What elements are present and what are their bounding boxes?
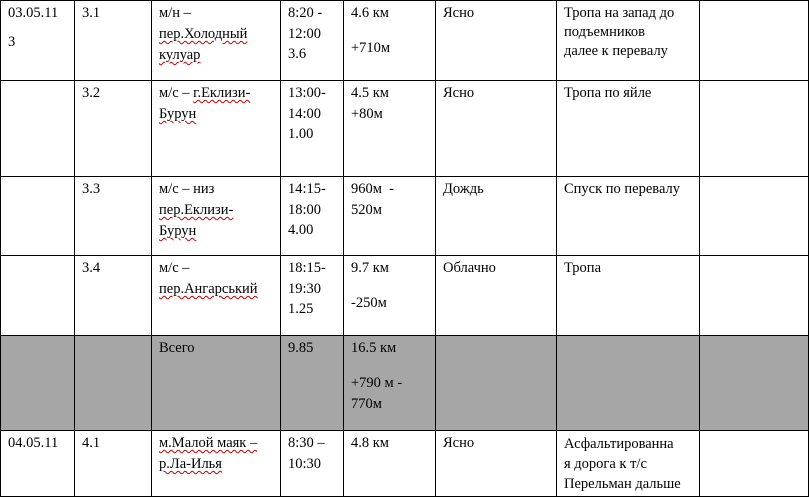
description-cell bbox=[557, 336, 700, 431]
time-line: 8:30 – bbox=[288, 435, 325, 451]
weather-text: Ясно bbox=[443, 85, 475, 101]
distance-line: 16.5 км bbox=[351, 340, 397, 356]
date-cell bbox=[1, 336, 75, 431]
section-text: 3.4 bbox=[82, 260, 101, 276]
section-cell bbox=[75, 1, 152, 81]
time-line: 14:00 bbox=[288, 105, 322, 122]
weather-cell bbox=[436, 336, 557, 431]
distance-line: 4.8 км bbox=[351, 435, 389, 451]
time-line: 1.25 bbox=[288, 301, 314, 317]
time-cell bbox=[281, 1, 344, 81]
weather-cell bbox=[436, 81, 557, 177]
weather-cell bbox=[436, 1, 557, 81]
distance-cell bbox=[344, 1, 436, 81]
description-line: Перельман дальше bbox=[564, 476, 681, 492]
time-line: 18:00 bbox=[288, 201, 322, 218]
route-line: пер.Ангарський bbox=[159, 281, 258, 297]
total-row bbox=[1, 336, 809, 431]
weather-text: Облачно bbox=[443, 260, 496, 276]
description-cell bbox=[557, 431, 700, 497]
route-cell bbox=[152, 177, 281, 256]
date-cell bbox=[1, 1, 75, 81]
distance-line: -250м bbox=[351, 295, 387, 311]
route-line: Бурун bbox=[159, 223, 197, 239]
notes-cell bbox=[700, 1, 809, 81]
route-cell bbox=[152, 431, 281, 497]
description-cell bbox=[557, 177, 700, 256]
date-cell bbox=[1, 81, 75, 177]
table-row bbox=[1, 256, 809, 336]
description-cell bbox=[557, 81, 700, 177]
date-cell bbox=[1, 256, 75, 336]
description-line: Спуск по перевалу bbox=[564, 181, 681, 197]
section-text: 3.1 bbox=[82, 5, 101, 21]
time-line: 10:30 bbox=[288, 455, 322, 472]
distance-line: 4.6 км bbox=[351, 5, 389, 21]
table-row bbox=[1, 1, 809, 81]
description-line: далее к перевалу bbox=[564, 43, 668, 59]
distance-line: 4.5 км bbox=[351, 85, 389, 101]
notes-cell bbox=[700, 81, 809, 177]
distance-line: 770м bbox=[351, 396, 382, 412]
route-line: р.Ла-Илья bbox=[159, 456, 222, 472]
description-line: Тропа на запад до bbox=[564, 5, 675, 21]
route-line: кулуар bbox=[159, 47, 201, 63]
time-line: 13:00- bbox=[288, 85, 326, 101]
weather-text: Ясно bbox=[443, 435, 475, 451]
time-line: 8:20 - bbox=[288, 5, 323, 21]
time-line: 12:00 bbox=[288, 25, 322, 42]
section-cell bbox=[75, 431, 152, 497]
description-line: Тропа по яйле bbox=[564, 85, 652, 101]
route-line: Бурун bbox=[159, 106, 197, 122]
table-row bbox=[1, 81, 809, 177]
table-row bbox=[1, 177, 809, 256]
section-cell bbox=[75, 177, 152, 256]
route-line: м/с – bbox=[159, 260, 190, 276]
section-cell bbox=[75, 336, 152, 431]
distance-cell bbox=[344, 177, 436, 256]
description-cell bbox=[557, 256, 700, 336]
distance-line: +80м bbox=[351, 106, 383, 122]
total-label: Всего bbox=[159, 340, 195, 356]
distance-line: +790 м - bbox=[351, 375, 403, 391]
description-line: подъемников bbox=[564, 24, 646, 40]
time-cell bbox=[281, 431, 344, 497]
route-line: пер.Еклизи- bbox=[159, 202, 234, 218]
section-text: 3.2 bbox=[82, 85, 101, 101]
route-cell bbox=[152, 336, 281, 431]
route-line: м/н – bbox=[159, 5, 191, 21]
description-line: я дорога к т/с bbox=[564, 456, 647, 472]
route-line-text: м/с – г.Еклизи- bbox=[159, 85, 251, 101]
distance-cell bbox=[344, 431, 436, 497]
route-cell bbox=[152, 1, 281, 81]
date-cell bbox=[1, 177, 75, 256]
notes-cell bbox=[700, 336, 809, 431]
route-cell bbox=[152, 256, 281, 336]
route-cell bbox=[152, 81, 281, 177]
section-text: 4.1 bbox=[82, 435, 101, 451]
time-cell bbox=[281, 177, 344, 256]
time-cell bbox=[281, 81, 344, 177]
weather-cell bbox=[436, 431, 557, 497]
section-cell bbox=[75, 256, 152, 336]
date-text: 03.05.11 bbox=[8, 5, 59, 21]
description-cell bbox=[557, 1, 700, 81]
description-line: Тропа bbox=[564, 260, 602, 276]
time-line: 19:30 bbox=[288, 280, 322, 297]
notes-cell bbox=[700, 256, 809, 336]
time-cell bbox=[281, 336, 344, 431]
table-row bbox=[1, 431, 809, 497]
route-line bbox=[159, 83, 274, 104]
time-line: 1.00 bbox=[288, 126, 314, 142]
date-text: 04.05.11 bbox=[8, 435, 59, 451]
route-line: пер.Холодный bbox=[159, 26, 248, 42]
time-cell bbox=[281, 256, 344, 336]
distance-cell bbox=[344, 81, 436, 177]
weather-text: Ясно bbox=[443, 5, 475, 21]
route-line: м/с – низ bbox=[159, 181, 215, 197]
description-line: Асфальтированна bbox=[564, 436, 674, 452]
total-time: 9.85 bbox=[288, 340, 314, 356]
section-text: 3.3 bbox=[82, 181, 101, 197]
distance-line: +710м bbox=[351, 40, 391, 56]
weather-cell bbox=[436, 256, 557, 336]
notes-cell bbox=[700, 177, 809, 256]
distance-cell bbox=[344, 336, 436, 431]
route-line: м.Малой маяк – bbox=[159, 435, 258, 451]
weather-cell bbox=[436, 177, 557, 256]
time-line: 4.00 bbox=[288, 222, 314, 238]
distance-line: 9.7 км bbox=[351, 260, 389, 276]
distance-cell bbox=[344, 256, 436, 336]
time-line: 18:15- bbox=[288, 260, 326, 276]
time-line: 3.6 bbox=[288, 46, 307, 62]
section-cell bbox=[75, 81, 152, 177]
date-suffix-text: 3 bbox=[8, 34, 16, 50]
distance-line: 960м - bbox=[351, 181, 395, 197]
distance-line: 520м bbox=[351, 202, 382, 218]
notes-cell bbox=[700, 431, 809, 497]
weather-text: Дождь bbox=[443, 181, 484, 197]
date-cell bbox=[1, 431, 75, 497]
time-line: 14:15- bbox=[288, 181, 326, 197]
